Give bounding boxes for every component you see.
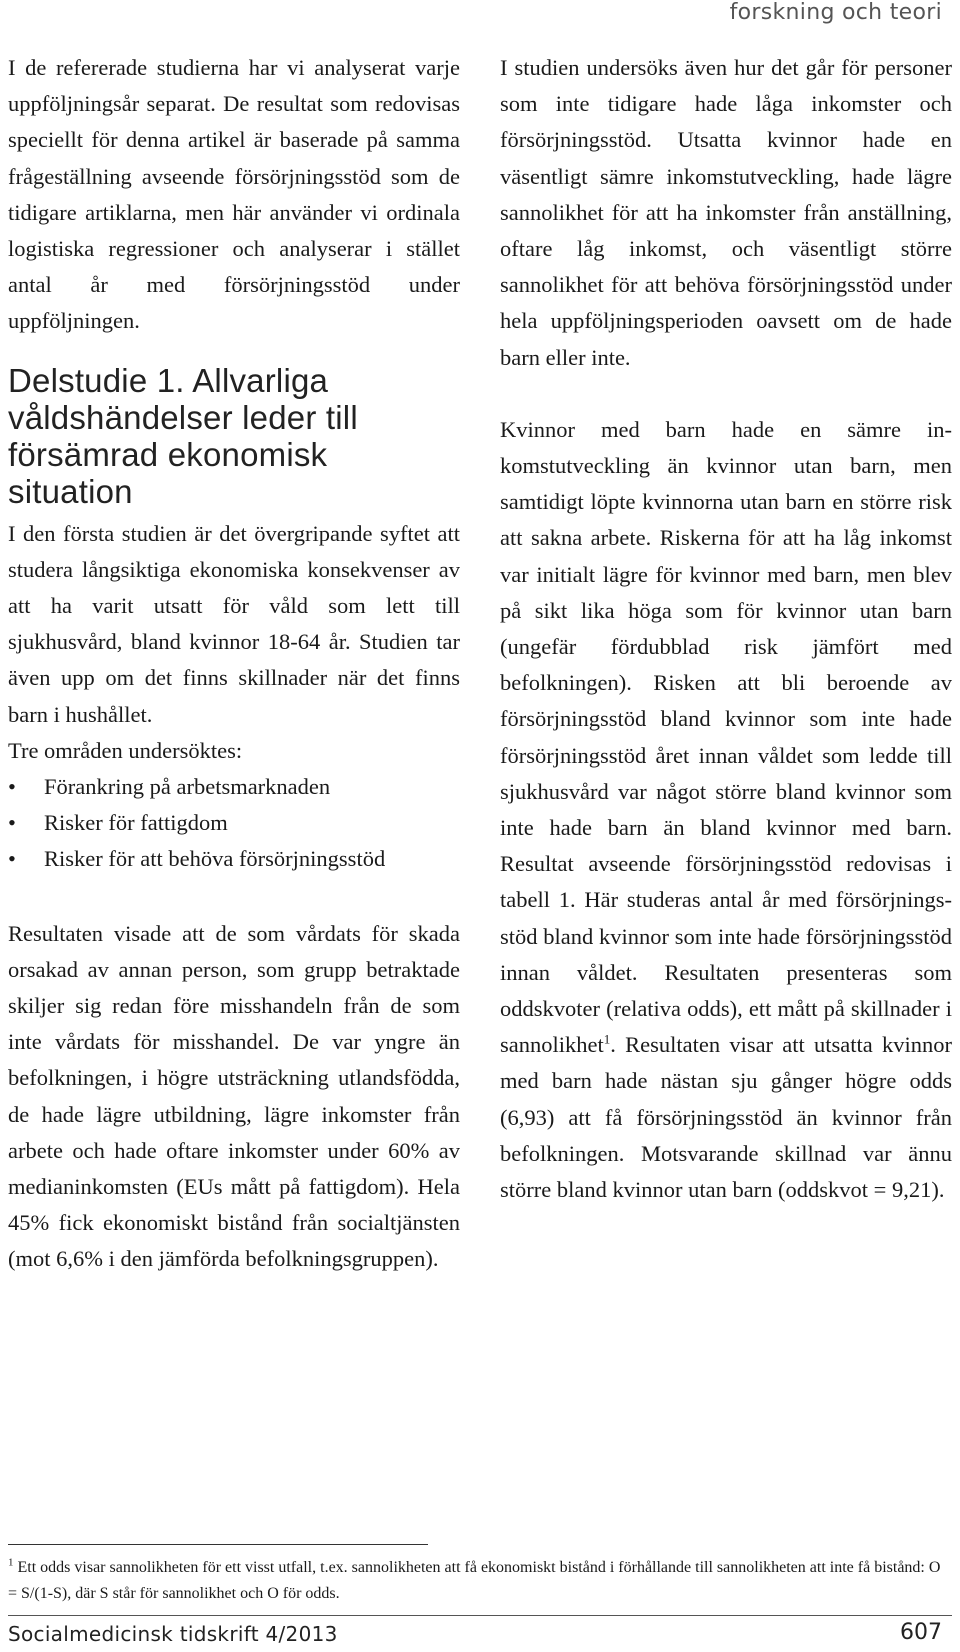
footnote-text: Ett odds visar sannolikheten för ett visst utfall, t.ex. sannolikheten att få ekonomiskt bistånd i förhållande till sannolikheten att inte få bistånd: O = S/(1-S), där S står för sannolikhet och O för odds. xyxy=(8,1559,941,1602)
page-number: 607 xyxy=(900,1620,942,1645)
section-header: forskning och teori xyxy=(729,0,942,25)
journal-name: Socialmedicinsk tidskrift 4/2013 xyxy=(8,1622,338,1646)
left-column xyxy=(8,50,460,1278)
right-column xyxy=(500,50,952,1208)
footnote-reference[interactable]: 1 xyxy=(603,1031,611,1047)
children-paragraph xyxy=(500,412,952,1208)
children-text-start: Kvinnor med barn hade en sämre inkomstutveckling än kvinnor utan barn, men samtidigt löpte kvinnorna utan barn en större risk att sakna arbete. Riskerna för att ha låg inkomst var initialt lägre för kvinnor med barn, men blev på sikt lika höga som för kvinnor utan barn (ungefär fördubblad risk jämfört med befolkningen). Risken att bli beroende av försörjningsstöd bland kvinnor som inte hade försörjningsstöd året innan våldet som ledde till sjukhusvård var något större bland kvinnor som inte hade barn än bland kvinnor med barn. Resultat avseende försörjningsstöd redovisas i tabell 1. Här studeras antal år med försörjningsstöd bland kvinnor som inte hade försörjningsstöd innan våldet. Resultaten presenteras som oddskvoter (relativa odds), ett mått på skillnader i sannolikhet xyxy=(500,416,952,1058)
footnote xyxy=(8,1555,952,1607)
areas-list xyxy=(8,769,460,878)
list-item: • Risker för fattigdom xyxy=(8,805,460,841)
footer-divider xyxy=(8,1615,952,1616)
footnote-marker: 1 xyxy=(8,1556,14,1569)
areas-intro: Tre områden undersöktes: xyxy=(8,737,243,763)
results-paragraph: Resultaten visade att de som vårdats för skada orsakad av annan person, som grupp betraktade skiljer sig redan före misshandeln från de som inte vårdats för misshandel. De var yngre än befolkningen, i högre utsträckning utlandsfödda, de hade lägre utbildning, lägre inkomster från arbete och hade oftare inkomster under 60% av medianinkomsten (EUs mått på fattigdom). Hela 45% fick ekonomiskt bistånd från socialtjänsten (mot 6,6% i den jämförda befolkningsgruppen). xyxy=(8,920,460,1272)
footnote-divider xyxy=(8,1544,428,1545)
section-heading: Delstudie 1. Allvarliga våldshändelser leder till försämrad ekonomisk situation xyxy=(8,361,358,510)
intro-paragraph: I de refererade studierna har vi analyserat varje uppföljningsår separat. De resultat som redovisas speciellt för denna artikel är baserade på samma frågeställning avseende försörjningsstöd som de tidigare artiklarna, men här använder vi ordinala logistiska regressioner och analyserar i stället antal år med försörjningsstöd under uppföljningen. xyxy=(8,55,460,334)
income-paragraph: I studien undersöks även hur det går för personer som inte tidigare hade låga inkomster och försörjningsstöd. Utsatta kvinnor hade en väsentligt sämre inkomstutveckling, hade lägre sannolikhet för att ha inkomster från anställning, oftare låg inkomst, och väsentligt större sannolikhet för att behöva försörjningsstöd under hela uppföljningsperioden oavsett om de hade barn eller inte. xyxy=(500,55,952,370)
list-item: • Risker för att behöva försörjningsstöd xyxy=(8,841,460,877)
study-purpose-paragraph: I den första studien är det övergripande syftet att studera långsiktiga ekonomiska konsekvenser av att ha varit utsatt för våld som lett till sjukhusvård, bland kvinnor 18-64 år. Studien tar även upp om det finns skillnader när det finns barn i hushållet. xyxy=(8,520,460,727)
list-item: • Förankring på arbetsmarknaden xyxy=(8,769,460,805)
children-text-end: . Resultaten visar att utsatta kvinnor med barn hade nästan sju gånger högre odds (6,93) att få försörjningsstöd än kvinnor från befolkningen. Motsvarande skillnad var ännu större bland kvinnor utan barn (oddskvot = 9,21). xyxy=(500,1032,952,1203)
